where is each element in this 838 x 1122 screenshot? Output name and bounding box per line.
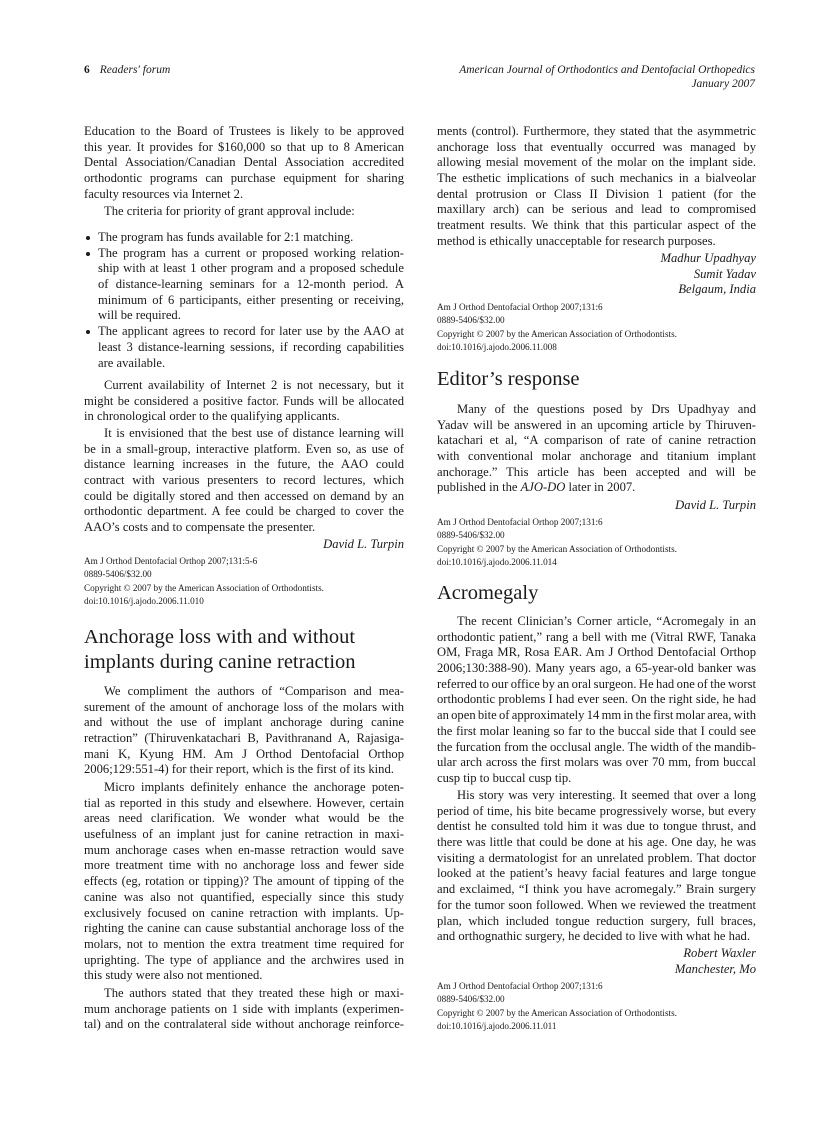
text-line: His story was very interesting. It seemed that over a long bbox=[457, 788, 756, 802]
text-line: Current availability of Internet 2 is not necessary, but it bbox=[104, 378, 404, 392]
paragraph bbox=[84, 378, 404, 425]
text-line: surement of the amount of anchorage loss of the molars with bbox=[84, 699, 404, 714]
citation-line: 0889-5406/$32.00 bbox=[437, 315, 505, 326]
citation-line: doi:10.1016/j.ajodo.2006.11.014 bbox=[437, 556, 557, 567]
text-line: the first molar leaning so far to the buccal side that I could see bbox=[437, 723, 756, 738]
bullet-icon bbox=[86, 330, 90, 334]
text-line: AAO’s costs and to compensate the presenter. bbox=[84, 520, 316, 535]
text-line: ular arch across the first molars was over 70 mm, from buccal bbox=[437, 755, 756, 770]
citation-line: 0889-5406/$32.00 bbox=[437, 530, 505, 541]
text-line: more treatment time with no anchorage loss and fewer side bbox=[84, 858, 404, 873]
citation-line: Am J Orthod Dentofacial Orthop 2007;131:5-6 bbox=[84, 556, 258, 566]
text-line: uprighting. The type of appliance and the archwires used in bbox=[84, 952, 404, 967]
paragraph bbox=[437, 402, 756, 496]
citation-line: Copyright © 2007 by the American Association of Orthodontists. bbox=[84, 582, 324, 593]
text-line: The esthetic implications of such mechanics in a bialveolar bbox=[437, 171, 756, 186]
text-line: visiting a dermatologist for an unrelated problem. That doctor bbox=[437, 850, 756, 865]
text-line: this study were also not mentioned. bbox=[84, 968, 263, 983]
issue-date: January 2007 bbox=[691, 78, 755, 90]
text-line: cusp tip to buccal cusp tip. bbox=[437, 770, 572, 785]
text-line: areas need clarification. We wonder what would be the bbox=[84, 811, 404, 826]
text-line: of distance-learning seminars for a 12-month period. A bbox=[98, 277, 404, 292]
text-line: and without the use of implant anchorage during canine bbox=[84, 715, 404, 730]
text-line: minimum of 6 participants, either presenting or receiving, bbox=[98, 292, 404, 307]
citation bbox=[437, 980, 756, 1033]
text-line: effects (eg, rotation or tipping)? The amount of tipping of the bbox=[84, 874, 404, 889]
page-number: 6 bbox=[84, 64, 90, 76]
running-header-left bbox=[84, 63, 170, 77]
heading-line: Editor’s response bbox=[437, 368, 580, 390]
text-line bbox=[437, 480, 756, 496]
heading-line: Acromegaly bbox=[437, 582, 539, 604]
heading-line: Anchorage loss with and without bbox=[84, 626, 356, 648]
text-line: will be required. bbox=[98, 308, 181, 323]
text-segment: later in 2007. bbox=[565, 480, 636, 495]
text-line: and exclaimed, “I think you have acromegaly.” Brain surgery bbox=[437, 882, 756, 897]
text-line: It is envisioned that the best use of distance learning will bbox=[104, 426, 404, 440]
text-line: 2006;130:388-90). Many years ago, a 65-year-old banker was bbox=[437, 661, 756, 676]
text-line: mum anchorage cases when en-masse retraction would save bbox=[84, 842, 404, 857]
list-item bbox=[84, 324, 404, 371]
italic-text: AJO-DO bbox=[520, 480, 566, 495]
paragraph bbox=[84, 986, 404, 1033]
citation-line: Copyright © 2007 by the American Association of Orthodontists. bbox=[437, 328, 677, 339]
text-segment: published in the bbox=[437, 480, 521, 495]
paragraph bbox=[84, 124, 404, 202]
text-line: Yadav will be answered in an upcoming article by Thiruven- bbox=[437, 417, 756, 432]
paragraph bbox=[84, 780, 404, 984]
citation bbox=[84, 555, 404, 608]
paragraph bbox=[84, 684, 404, 778]
text-line: orthodontic problems I had ever seen. On the right side, he had bbox=[437, 692, 756, 707]
paragraph bbox=[84, 426, 404, 536]
paragraph bbox=[437, 788, 756, 945]
text-line: exclusively focused on canine retraction with implants. Up- bbox=[84, 905, 404, 920]
text-line: The applicant agrees to record for later use by the AAO at bbox=[98, 324, 404, 339]
text-line: period of time, his bite became progressively worse, but every bbox=[437, 803, 756, 818]
text-line: anchorage.” This article has been accepted and will be bbox=[437, 464, 756, 479]
signature bbox=[84, 537, 404, 553]
text-line: canine was also not quantified, especially since this study bbox=[84, 889, 404, 904]
text-line: there was little that could be done at his age. One day, he was bbox=[437, 835, 756, 850]
text-line: retraction” (Thiruvenkatachari B, Pavithranand A, Rajasiga- bbox=[84, 731, 404, 746]
text-line: orthodontic department. A fee could be charged to cover the bbox=[84, 504, 404, 519]
signature-line: Manchester, Mo bbox=[674, 961, 756, 976]
bullet-icon bbox=[86, 252, 90, 256]
text-line: mum anchorage patients on 1 side with implants (experimen- bbox=[84, 1001, 404, 1016]
signature-line: David L. Turpin bbox=[323, 537, 404, 551]
bullet-icon bbox=[86, 236, 90, 240]
journal-title: American Journal of Orthodontics and Dentofacial Orthopedics bbox=[459, 64, 755, 76]
text-line: faculty resources via Internet 2. bbox=[84, 186, 244, 201]
text-line: this year. It provides for $160,000 so that up to 8 American bbox=[84, 139, 404, 154]
citation-line: Am J Orthod Dentofacial Orthop 2007;131:6 bbox=[437, 981, 603, 991]
text-line: treatment results. We think that this particular aspect of the bbox=[437, 218, 756, 233]
signature-line: Robert Waxler bbox=[683, 946, 756, 960]
text-line: The program has funds available for 2:1 matching. bbox=[98, 230, 354, 244]
text-line: the furcation from the occlusal angle. The width of the mandib- bbox=[437, 739, 756, 754]
text-line: method is ethically unacceptable for research purposes. bbox=[437, 233, 716, 248]
signature-line: Belgaum, India bbox=[678, 282, 756, 297]
citation-line: doi:10.1016/j.ajodo.2006.11.011 bbox=[437, 1020, 557, 1031]
signature bbox=[437, 251, 756, 298]
text-line: be in a small-group, interactive platform. Even so, as use of bbox=[84, 441, 404, 456]
text-line: dental protrusion or Class II Division 1 patient (for the bbox=[437, 186, 756, 201]
text-line: ments (control). Furthermore, they stated that the asymmetric bbox=[437, 124, 756, 138]
text-line: righting the canine can cause substantial anchorage loss of the bbox=[84, 921, 404, 936]
text-line: molars, not to mention the extra treatment time required for bbox=[84, 936, 404, 951]
section-heading bbox=[437, 581, 756, 606]
text-line: allowing mesial movement of the molar on the implant side. bbox=[437, 155, 756, 170]
citation-line: 0889-5406/$32.00 bbox=[437, 994, 505, 1005]
text-line: could be digitally stored and then accessed on demand by an bbox=[84, 488, 404, 503]
text-line: distance learning increases in the future, the AAO could bbox=[84, 457, 404, 472]
section-title: Readers' forum bbox=[99, 64, 171, 76]
text-line: usefulness of an implant just for canine retraction in maxi- bbox=[84, 827, 404, 842]
list-item bbox=[84, 246, 404, 324]
text-line: referred to our office by an oral surgeon. He had one of the worst bbox=[437, 676, 756, 691]
citation-line: Am J Orthod Dentofacial Orthop 2007;131:6 bbox=[437, 302, 603, 312]
text-line: Micro implants definitely enhance the anchorage poten- bbox=[104, 780, 404, 794]
text-line: orthodontic programs can purchase equipment for sharing bbox=[84, 171, 404, 186]
text-line: Many of the questions posed by Drs Upadhyay and bbox=[457, 402, 756, 416]
text-line: The recent Clinician’s Corner article, “Acromegaly in an bbox=[457, 614, 756, 628]
citation-line: doi:10.1016/j.ajodo.2006.11.010 bbox=[84, 595, 204, 606]
text-line: mani K, Kyung HM. Am J Orthod Dentofacial Orthop bbox=[84, 746, 404, 761]
paragraph bbox=[437, 124, 756, 250]
text-line: might be considered a positive factor. Funds will be allocated bbox=[84, 393, 404, 408]
citation-line: 0889-5406/$32.00 bbox=[84, 569, 152, 580]
citation bbox=[437, 516, 756, 569]
citation-line: Am J Orthod Dentofacial Orthop 2007;131:6 bbox=[437, 517, 603, 527]
section-heading bbox=[84, 625, 404, 675]
text-line: in chronological order to the qualifying applicants. bbox=[84, 409, 340, 424]
citation bbox=[437, 301, 756, 354]
text-line: are available. bbox=[98, 355, 166, 370]
text-line: 2006;129:551-4) for their report, which is the first of its kind. bbox=[84, 762, 394, 777]
text-line: plan, which included tongue reduction surgery, full braces, bbox=[437, 913, 756, 928]
text-line: contract with various presenters to record lectures, which bbox=[84, 473, 404, 488]
signature-line: David L. Turpin bbox=[675, 498, 756, 512]
text-line: The program has a current or proposed working relation- bbox=[98, 245, 404, 260]
signature-line: Madhur Upadhyay bbox=[660, 251, 756, 265]
citation-line: Copyright © 2007 by the American Association of Orthodontists. bbox=[437, 543, 677, 554]
text-line: Dental Association/Canadian Dental Association accredited bbox=[84, 155, 404, 170]
text-line: looked at the patient’s heavy facial features and large tongue bbox=[437, 866, 756, 881]
paragraph bbox=[84, 204, 404, 220]
text-line: an open bite of approximately 14 mm in the first molar area, with bbox=[437, 708, 756, 723]
text-line: We compliment the authors of “Comparison and mea- bbox=[104, 684, 404, 698]
text-line: with conventional molar anchorage and titanium implant bbox=[437, 449, 756, 464]
text-line: and orthognathic surgery, he decided to live with what he had. bbox=[437, 929, 751, 944]
citation-line: doi:10.1016/j.ajodo.2006.11.008 bbox=[437, 341, 557, 352]
bullet-list bbox=[84, 230, 404, 371]
text-line: tal) and on the contralateral side without anchorage reinforce- bbox=[84, 1017, 404, 1032]
text-line: The criteria for priority of grant approval include: bbox=[104, 204, 355, 218]
text-line: OM, Fraga MR, Rosa EAR. Am J Orthod Dentofacial Orthop bbox=[437, 645, 756, 660]
text-line: least 3 distance-learning sessions, if recording capabilities bbox=[98, 339, 404, 354]
list-item bbox=[84, 230, 404, 246]
text-line: for the tumor soon followed. When we reviewed the treatment bbox=[437, 897, 756, 912]
text-line: maxillary arch) can be serious and lead to compromised bbox=[437, 202, 756, 217]
running-header-right bbox=[459, 63, 755, 91]
text-line: ship with at least 1 other program and a proposed schedule bbox=[98, 261, 404, 276]
section-heading bbox=[437, 367, 756, 392]
text-line: tial as reported in this study and elsewhere. However, certain bbox=[84, 795, 404, 810]
signature-line: Sumit Yadav bbox=[693, 266, 756, 281]
text-line: katachari et al, “A comparison of rate of canine retraction bbox=[437, 433, 756, 448]
citation-line: Copyright © 2007 by the American Association of Orthodontists. bbox=[437, 1007, 677, 1018]
text-line: orthodontic patient,” rang a bell with me (Vitral RWF, Tanaka bbox=[437, 629, 756, 644]
text-line: dentist he consulted told him it was due to tongue thrust, and bbox=[437, 819, 756, 834]
heading-line: implants during canine retraction bbox=[84, 651, 356, 673]
signature bbox=[437, 946, 756, 977]
paragraph bbox=[437, 614, 756, 787]
text-line: anchorage loss that eventually occurred was managed by bbox=[437, 139, 756, 154]
signature bbox=[437, 498, 756, 514]
text-line: The authors stated that they treated these high or maxi- bbox=[104, 986, 404, 1000]
text-line: Education to the Board of Trustees is likely to be approved bbox=[84, 124, 404, 138]
